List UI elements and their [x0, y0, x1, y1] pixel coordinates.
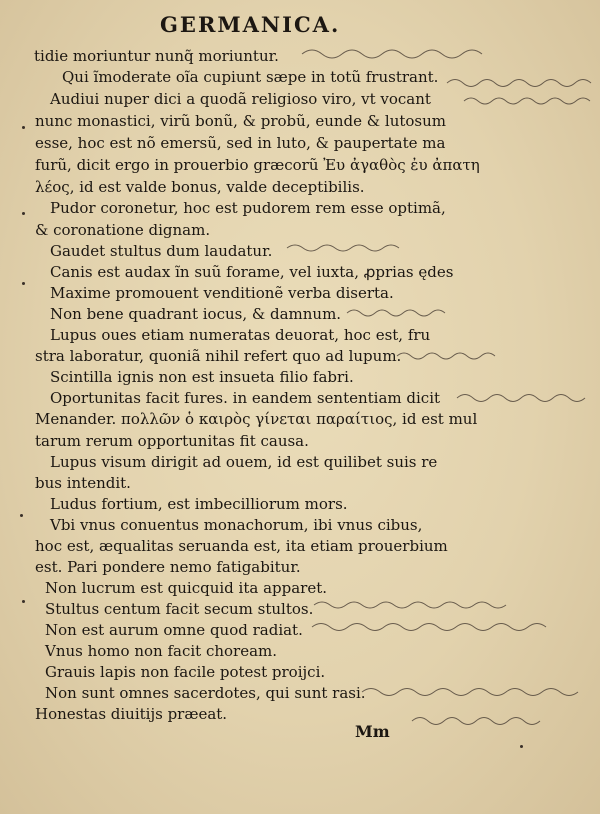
margin-dot	[520, 745, 523, 748]
text-line: Oportunitas facit fures. in eandem sententiam dicit	[50, 389, 441, 407]
text-line: Lupus visum dirigit ad ouem, id est quilibet suis re	[50, 453, 438, 471]
text-line: Vbi vnus conuentus monachorum, ibi vnus cibus,	[50, 516, 423, 534]
text-line: Non lucrum est quicquid ita apparet.	[45, 579, 327, 597]
running-header: GERMANICA.	[160, 12, 341, 37]
text-line: est. Pari pondere nemo fatigabitur.	[35, 558, 301, 576]
text-line: Gaudet stultus dum laudatur.	[50, 242, 273, 260]
margin-dot	[22, 212, 25, 215]
text-line: tidie moriuntur nunq̃ moriuntur.	[34, 47, 279, 65]
text-line: Menander. πολλῶν ὁ καιρὸς γίνεται παραίτιος, id est mul	[35, 410, 478, 428]
handwritten-annotation	[300, 44, 520, 62]
margin-dot	[20, 514, 23, 517]
handwritten-annotation	[395, 348, 505, 364]
text-line: Vnus homo non facit choream.	[45, 642, 278, 660]
text-line: Pudor coronetur, hoc est pudorem rem esse optimã,	[50, 199, 446, 217]
text-line: hoc est, æqualitas seruanda est, ita etiam prouerbium	[35, 537, 448, 555]
text-line: Non sunt omnes sacerdotes, qui sunt rasi.	[45, 684, 366, 702]
handwritten-annotation	[310, 618, 560, 636]
text-line: Non bene quadrant iocus, & damnum.	[50, 305, 342, 323]
text-line: λέος, id est valde bonus, valde deceptibilis.	[35, 178, 365, 196]
handwritten-annotation	[410, 712, 560, 730]
handwritten-annotation	[285, 240, 405, 256]
text-line: Honestas diuitijs præeat.	[35, 705, 228, 723]
signature-mark: Mm	[355, 722, 390, 741]
text-line: tarum rerum opportunitas fit causa.	[35, 432, 309, 450]
text-line: Lupus oues etiam numeratas deuorat, hoc est, fru	[50, 326, 431, 344]
handwritten-annotation	[455, 388, 600, 408]
text-line: Non est aurum omne quod radiat.	[45, 621, 303, 639]
text-line: Stultus centum facit secum stultos.	[45, 600, 314, 618]
handwritten-annotation	[345, 305, 455, 321]
handwritten-annotation	[462, 93, 600, 109]
text-line: Canis est audax ĩn suũ forame, vel iuxta, ꝓprias ędes	[50, 263, 454, 281]
text-line: Ludus fortium, est imbecilliorum mors.	[50, 495, 348, 513]
handwritten-annotation	[360, 683, 600, 701]
text-line: Qui ĩmoderate oĩa cupiunt sæpe in totũ frustrant.	[62, 68, 439, 86]
text-line: Grauis lapis non facile potest proijci.	[45, 663, 326, 681]
text-line: Maxime promouent venditionẽ verba diserta.	[50, 284, 394, 302]
handwritten-annotation	[445, 74, 600, 92]
margin-dot	[22, 600, 25, 603]
text-line: esse, hoc est nõ emersũ, sed in luto, & paupertate ma	[35, 134, 446, 152]
text-line: stra laboratur, quoniã nihil refert quo ad lupum.	[35, 347, 402, 365]
text-line: furũ, dicit ergo in prouerbio græcorũ Ἐυ ἀγαθὸς ἐυ ἀπατη	[35, 156, 480, 174]
margin-dot	[22, 282, 25, 285]
text-line: Audiui nuper dici a quodã religioso viro, vt vocant	[50, 90, 431, 108]
text-line: nunc monastici, virũ bonũ, & probũ, eunde & lutosum	[35, 112, 447, 130]
text-line: bus intendit.	[35, 474, 131, 492]
text-line: & coronatione dignam.	[35, 221, 211, 239]
margin-dot	[22, 126, 25, 129]
text-line: Scintilla ignis non est insueta filio fabri.	[50, 368, 354, 386]
handwritten-annotation	[312, 597, 507, 613]
